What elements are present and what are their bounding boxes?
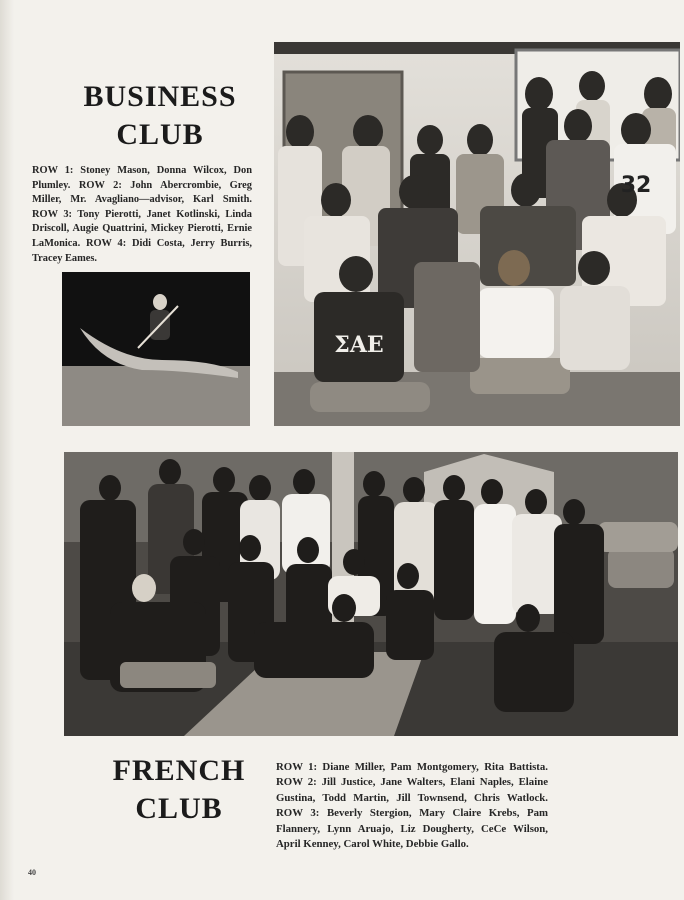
french-club-caption: ROW 1: Diane Miller, Pam Montgomery, Rita Battista. ROW 2: Jill Justice, Jane Walters, Elani Naples, Elaine Gustina, Todd Martin, Jill Townsend, Chris Watlock. ROW 3: Beverly Stergion, Mary Claire Krebs, Pam Flannery, Lynn Aruajo, Liz Dougherty, CeCe Wilson, April Kenney, Carol White, Debbie Gallo. — [276, 761, 548, 851]
french-club-title-line-2: CLUB — [135, 791, 223, 825]
business-club-title-line-1: BUSINESS — [83, 80, 237, 113]
french-club-title-line-1: FRENCH — [112, 754, 246, 787]
business-club-title — [62, 78, 258, 153]
business-club-group-photo — [274, 42, 680, 426]
page-number: 40 — [28, 868, 36, 877]
shirt-greek-letters: ΣΑΕ — [334, 332, 384, 358]
business-club-title-line-2: CLUB — [116, 117, 204, 151]
jersey-number: 32 — [620, 173, 652, 198]
page-binding-edge — [0, 0, 14, 900]
canoe-stage-photo — [62, 272, 250, 426]
business-club-caption: ROW 1: Stoney Mason, Donna Wilcox, Don Plumley. ROW 2: John Abercrombie, Greg Miller, Mr. Avagliano—advisor, Karl Smith. ROW 3: Tony Pierotti, Janet Kotlinski, Linda Driscoll, Augie Quattrini, Mickey Pierotti, Ernie LaMonica. ROW 4: Didi Costa, Jerry Burris, Tracey Eames. — [32, 165, 252, 264]
french-club-group-photo — [64, 452, 678, 736]
french-club-title — [92, 752, 266, 827]
